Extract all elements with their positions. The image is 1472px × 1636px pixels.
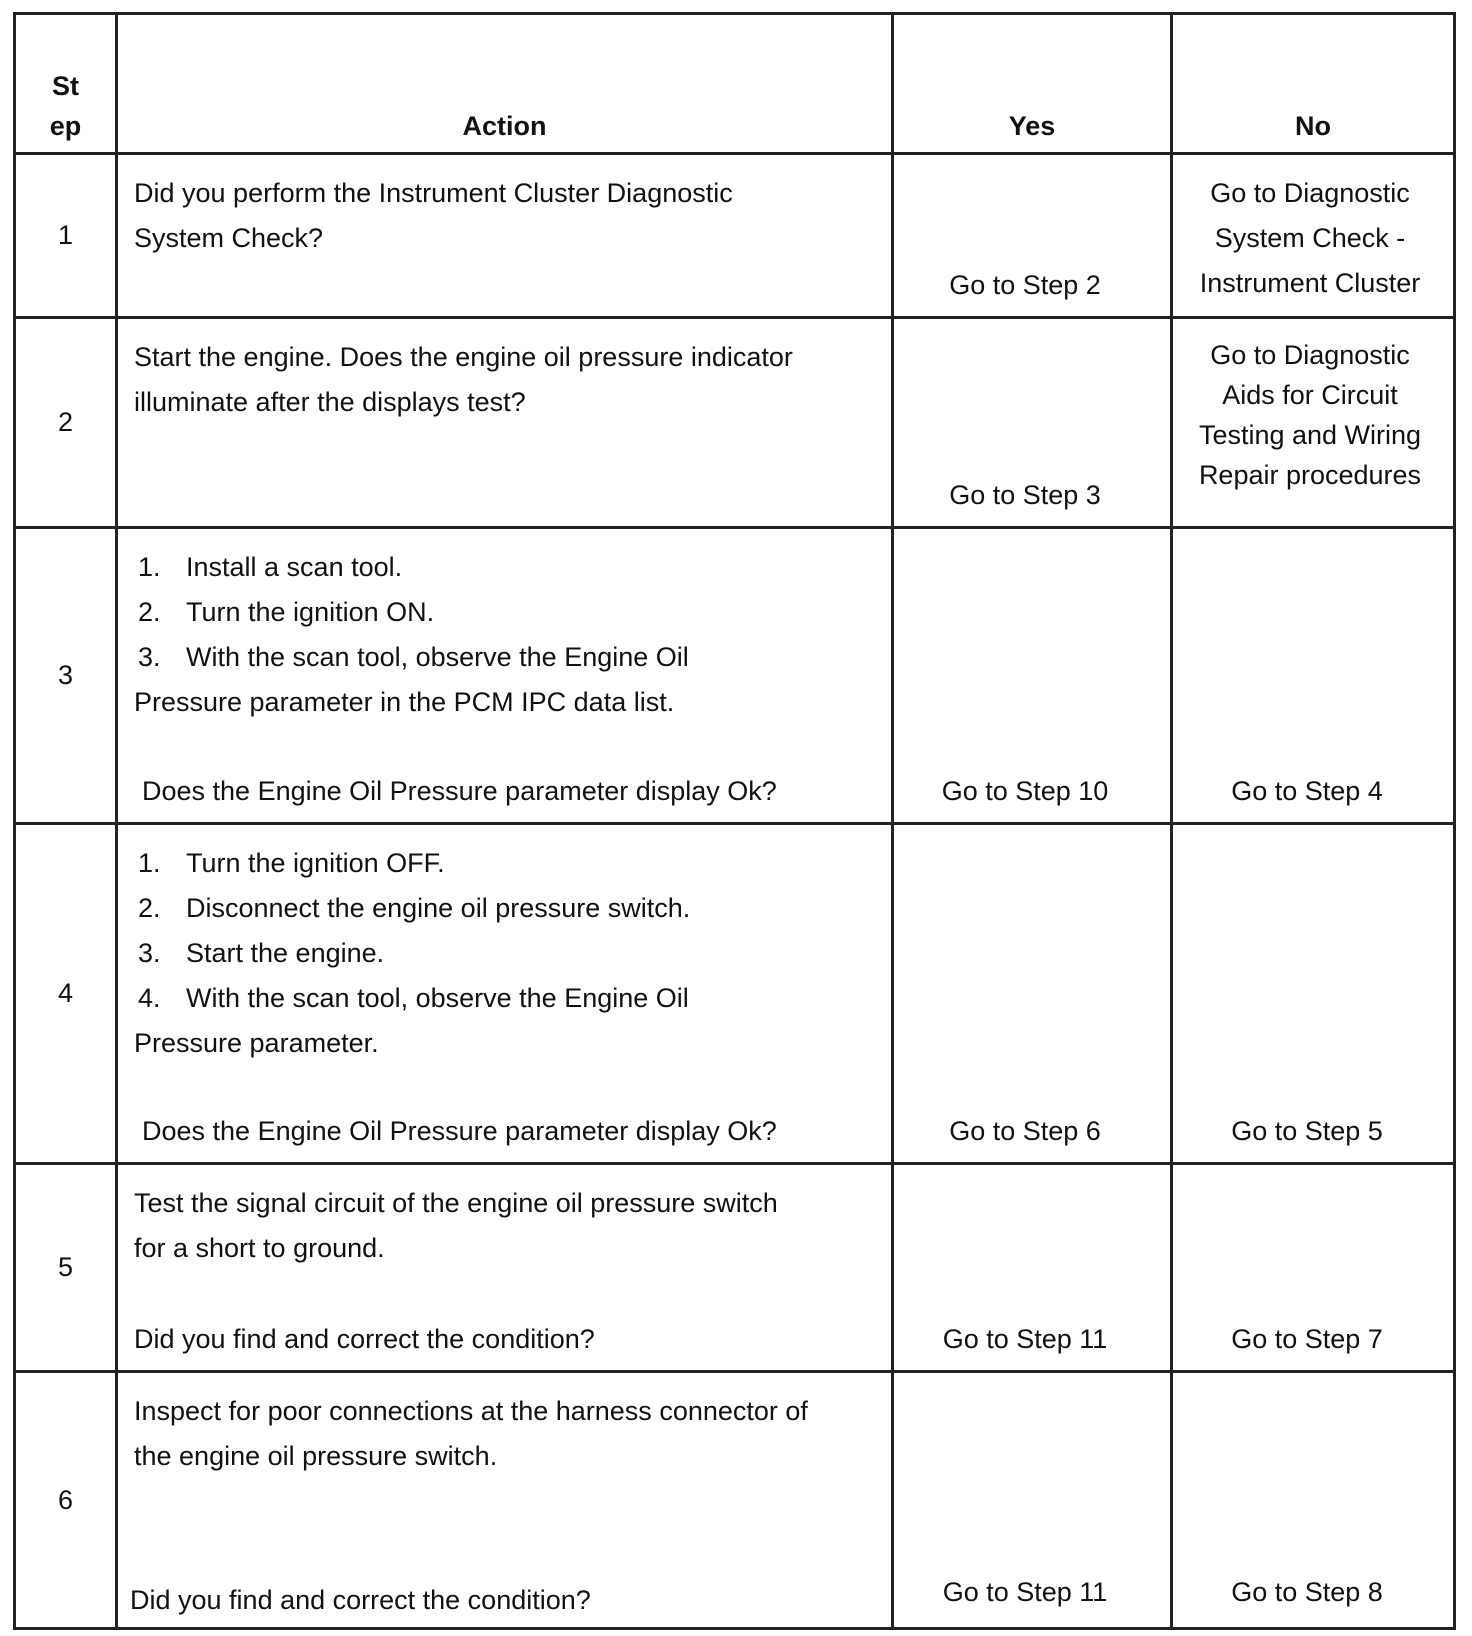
yes-cell [894, 1165, 1173, 1373]
header-yes [894, 15, 1173, 155]
yes-cell [894, 529, 1173, 825]
action-steps-list [134, 841, 891, 1066]
list-item: 4. With the scan tool, observe the Engine Oil Pressure parameter. [134, 983, 689, 1058]
header-action-label: Action [462, 111, 547, 141]
action-cell [118, 1165, 894, 1373]
yes-cell [894, 155, 1173, 319]
header-step-label: St ep [49, 71, 82, 141]
no-cell [1173, 1373, 1453, 1627]
yes-link[interactable]: Go to Step 11 [942, 1324, 1108, 1354]
step-cell: 2 [16, 319, 118, 529]
list-item: 1. Install a scan tool. [138, 552, 403, 582]
action-cell [118, 1373, 894, 1627]
yes-link[interactable]: Go to Step 10 [941, 776, 1109, 806]
no-link[interactable]: Go to Diagnostic Aids for Circuit Testing and Wiring Repair procedures [1198, 340, 1422, 490]
header-no-label: No [1295, 111, 1331, 141]
diagnostic-table [13, 12, 1456, 1630]
yes-cell [894, 319, 1173, 529]
no-link[interactable]: Go to Step 4 [1231, 776, 1383, 806]
header-step [16, 15, 118, 155]
yes-link[interactable]: Go to Step 2 [949, 270, 1101, 300]
yes-link[interactable]: Go to Step 6 [949, 1116, 1101, 1146]
no-cell [1173, 529, 1453, 825]
no-cell [1173, 1165, 1453, 1373]
action-text: Did you perform the Instrument Cluster Diagnostic System Check? [134, 178, 733, 253]
action-text: Start the engine. Does the engine oil pressure indicator illuminate after the displays test? [134, 342, 793, 417]
step-cell: 1 [16, 155, 118, 319]
list-item: 1. Turn the ignition OFF. [138, 848, 445, 878]
header-no [1173, 15, 1453, 155]
action-question: Does the Engine Oil Pressure parameter display Ok? [142, 776, 777, 806]
yes-link[interactable]: Go to Step 11 [942, 1577, 1108, 1607]
list-item: 3. Start the engine. [138, 938, 385, 968]
list-item: 3. With the scan tool, observe the Engine Oil Pressure parameter in the PCM IPC data list. [134, 642, 689, 717]
yes-cell [894, 825, 1173, 1165]
step-cell: 6 [16, 1373, 118, 1627]
action-cell [118, 825, 894, 1165]
yes-link[interactable]: Go to Step 3 [949, 480, 1101, 510]
step-cell: 3 [16, 529, 118, 825]
step-cell: 5 [16, 1165, 118, 1373]
action-text: Test the signal circuit of the engine oil pressure switch for a short to ground. [134, 1188, 778, 1263]
action-steps-list [134, 545, 891, 725]
action-text: Inspect for poor connections at the harness connector of the engine oil pressure switch. [134, 1396, 808, 1471]
header-yes-label: Yes [1008, 111, 1056, 141]
action-question: Did you find and correct the condition? [130, 1585, 591, 1615]
action-cell [118, 155, 894, 319]
list-item: 2. Disconnect the engine oil pressure switch. [138, 893, 691, 923]
no-cell [1173, 319, 1453, 529]
step-cell: 4 [16, 825, 118, 1165]
action-question: Did you find and correct the condition? [134, 1324, 595, 1354]
no-cell [1173, 825, 1453, 1165]
action-cell [118, 529, 894, 825]
action-cell [118, 319, 894, 529]
no-link[interactable]: Go to Diagnostic System Check - Instrument Cluster [1199, 178, 1421, 298]
no-link[interactable]: Go to Step 5 [1231, 1116, 1383, 1146]
no-cell [1173, 155, 1453, 319]
no-link[interactable]: Go to Step 7 [1231, 1324, 1383, 1354]
no-link[interactable]: Go to Step 8 [1231, 1577, 1383, 1607]
yes-cell [894, 1373, 1173, 1627]
list-item: 2. Turn the ignition ON. [138, 597, 435, 627]
action-question: Does the Engine Oil Pressure parameter display Ok? [142, 1116, 777, 1146]
header-action [118, 15, 894, 155]
